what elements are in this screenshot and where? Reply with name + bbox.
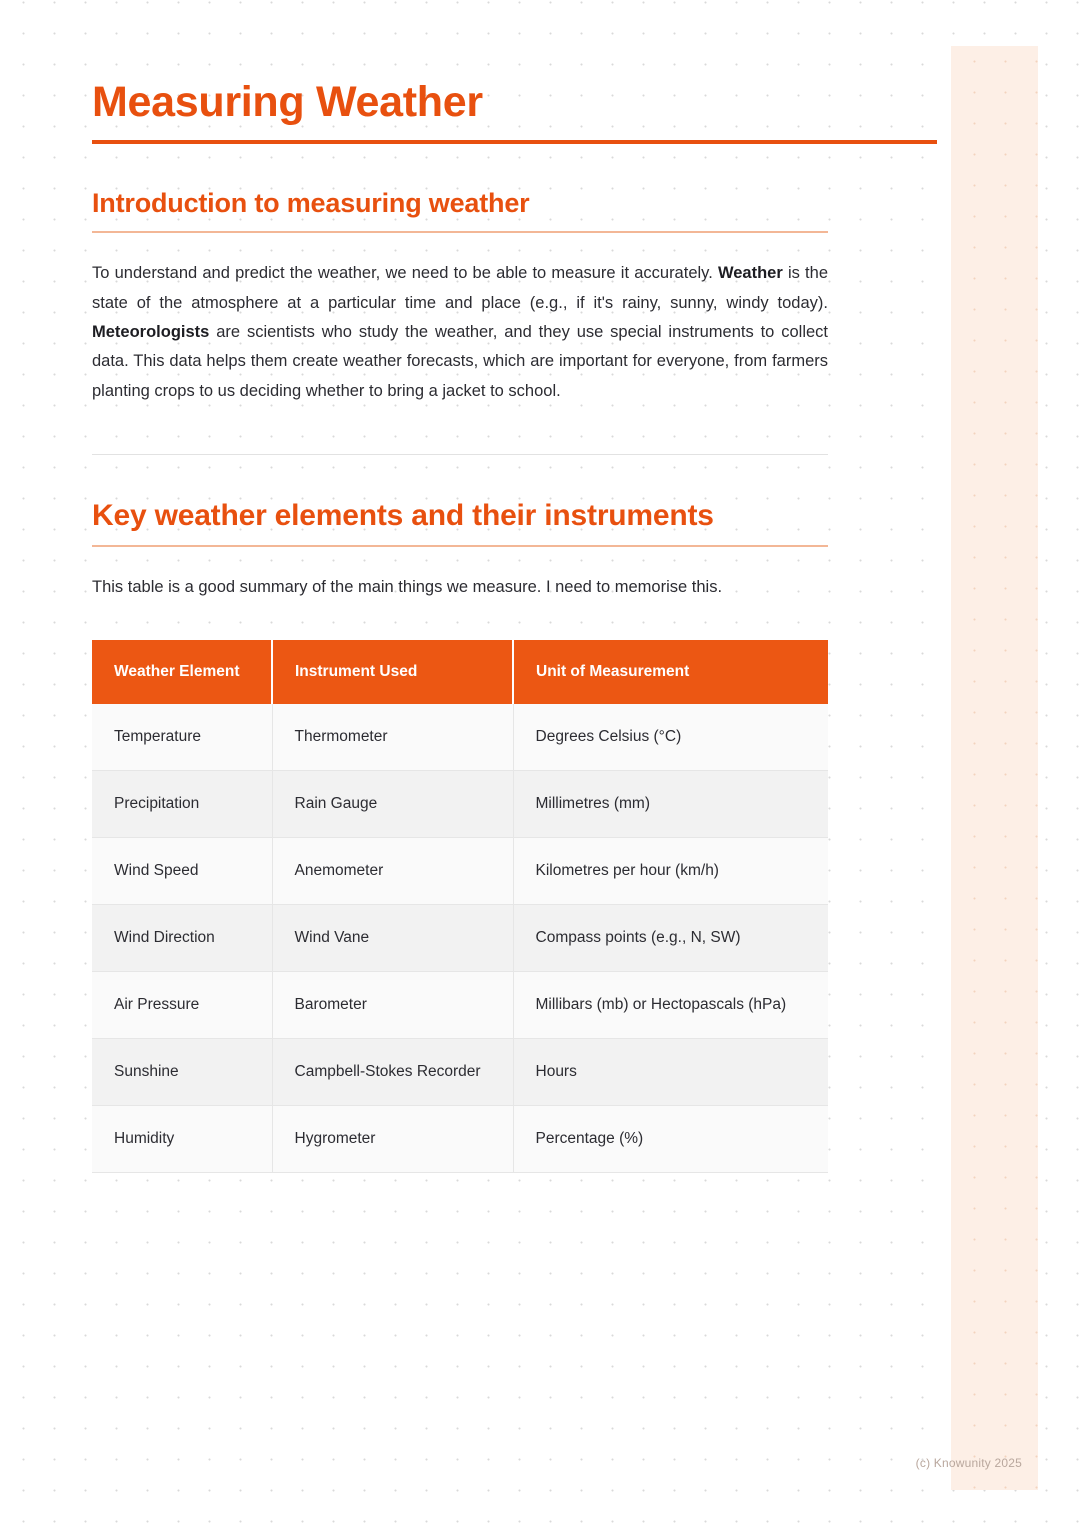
table-cell-element: Precipitation — [92, 771, 272, 838]
table-cell-instrument: Barometer — [272, 972, 513, 1039]
key-elements-paragraph: This table is a good summary of the main things we measure. I need to memorise this. — [92, 577, 723, 596]
table-row — [92, 905, 828, 972]
table-cell-unit: Percentage (%) — [513, 1106, 828, 1173]
intro-term-weather: Weather — [717, 264, 783, 283]
table-cell-element: Humidity — [92, 1106, 272, 1173]
section-heading-introduction: Introduction to measuring weather — [92, 188, 530, 219]
table-cell-element: Sunshine — [92, 1039, 272, 1106]
weather-instruments-table — [92, 640, 828, 1173]
table-cell-element: Wind Speed — [92, 838, 272, 905]
table-cell-unit: Kilometres per hour (km/h) — [513, 838, 828, 905]
table-row — [92, 1039, 828, 1106]
table-cell-instrument: Campbell-Stokes Recorder — [272, 1039, 513, 1106]
introduction-paragraph — [92, 259, 828, 406]
table-cell-element: Temperature — [92, 704, 272, 771]
table-row — [92, 838, 828, 905]
table-cell-element: Wind Direction — [92, 905, 272, 972]
table-cell-unit: Millibars (mb) or Hectopascals (hPa) — [513, 972, 828, 1039]
table-cell-unit: Hours — [513, 1039, 828, 1106]
table-cell-instrument: Rain Gauge — [272, 771, 513, 838]
section-divider-key-elements — [92, 545, 828, 547]
table-row — [92, 771, 828, 838]
intro-term-meteorologists: Meteorologists — [92, 322, 210, 341]
table-cell-element: Air Pressure — [92, 972, 272, 1039]
table-cell-unit: Millimetres (mm) — [513, 771, 828, 838]
document-content — [92, 78, 828, 1173]
intro-text-part-1: To understand and predict the weather, we need to be able to measure it accurately. — [92, 264, 718, 283]
table-row — [92, 972, 828, 1039]
page-title: Measuring Weather — [92, 78, 483, 126]
table-header-cell: Weather Element — [92, 640, 272, 704]
table-cell-instrument: Anemometer — [272, 838, 513, 905]
table-cell-instrument: Hygrometer — [272, 1106, 513, 1173]
watermark: (c) Knowunity 2025 — [915, 1456, 1022, 1470]
table-cell-instrument: Wind Vane — [272, 905, 513, 972]
content-divider — [92, 454, 828, 455]
intro-text-part-3: are scientists who study the weather, and they use special instruments to collect data. This data helps them create weather forecasts, which are important for everyone, from farmers planting crops to us deciding whether to bring a jacket to school. — [92, 322, 828, 400]
table-cell-unit: Compass points (e.g., N, SW) — [513, 905, 828, 972]
table-header-cell: Instrument Used — [272, 640, 513, 704]
section-heading-key-elements: Key weather elements and their instruments — [92, 498, 714, 532]
table-header-row — [92, 640, 828, 704]
section-divider-introduction — [92, 231, 828, 233]
table-row — [92, 704, 828, 771]
table-row — [92, 1106, 828, 1173]
intro-text-part-2: is the state of the atmosphere at a particular time and place (e.g., if it's rainy, sunny, windy today). — [92, 264, 828, 312]
table-header-cell: Unit of Measurement — [513, 640, 828, 704]
table-cell-instrument: Thermometer — [272, 704, 513, 771]
table-cell-unit: Degrees Celsius (°C) — [513, 704, 828, 771]
title-divider — [92, 140, 937, 144]
side-strip — [951, 46, 1038, 1490]
